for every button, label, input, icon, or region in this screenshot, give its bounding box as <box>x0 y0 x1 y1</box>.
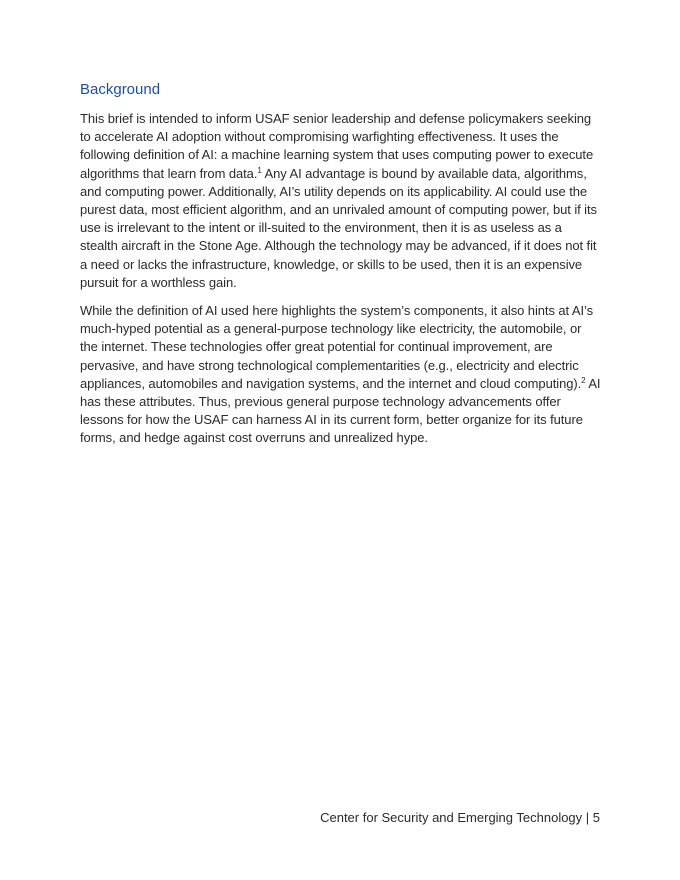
footnote-ref-2[interactable]: 2 <box>581 375 586 385</box>
page-footer: Center for Security and Emerging Technology | 5 <box>320 810 600 825</box>
paragraph-1-text-b: Any AI advantage is bound by available data, algorithms, and computing power. Additionally, AI’s utility depends on its applicability. AI could use the purest data, most efficient algorithm, and an unrivaled amount of computing power, but if its use is irrelevant to the intent or ill-suited to the environment, then it is as useless as a stealth aircraft in the Stone Age. Although the technology may be advanced, if it does not fit a need or lacks the infrastructure, knowledge, or skills to be used, then it is an expensive pursuit for a worthless gain. <box>80 165 597 290</box>
paragraph-2-text-b: AI has these attributes. Thus, previous general purpose technology advancements offer lessons for how the USAF can harness AI in its current form, better organize for its future forms, and hedge against cost overruns and unrealized hype. <box>80 375 601 446</box>
paragraph-2-text-a: While the definition of AI used here highlights the system’s components, it also hints at AI’s much-hyped potential as a general-purpose technology like electricity, the automobile, or the internet. These technologies offer great potential for continual improvement, are pervasive, and have strong technological complementarities (e.g., electricity and electric appliances, automobiles and navigation systems, and the internet and cloud computing). <box>80 303 594 391</box>
paragraph-2 <box>80 302 602 448</box>
paragraph-1 <box>80 110 602 292</box>
paragraph-1-text-a: This brief is intended to inform USAF senior leadership and defense policymakers seeking to accelerate AI adoption without compromising warfighting effectiveness. It uses the following definition of AI: a machine learning system that uses computing power to execute algorithms that learn from data. <box>80 111 594 181</box>
page-content <box>80 80 602 458</box>
section-heading: Background <box>80 81 161 98</box>
footnote-ref-1[interactable]: 1 <box>257 165 262 175</box>
